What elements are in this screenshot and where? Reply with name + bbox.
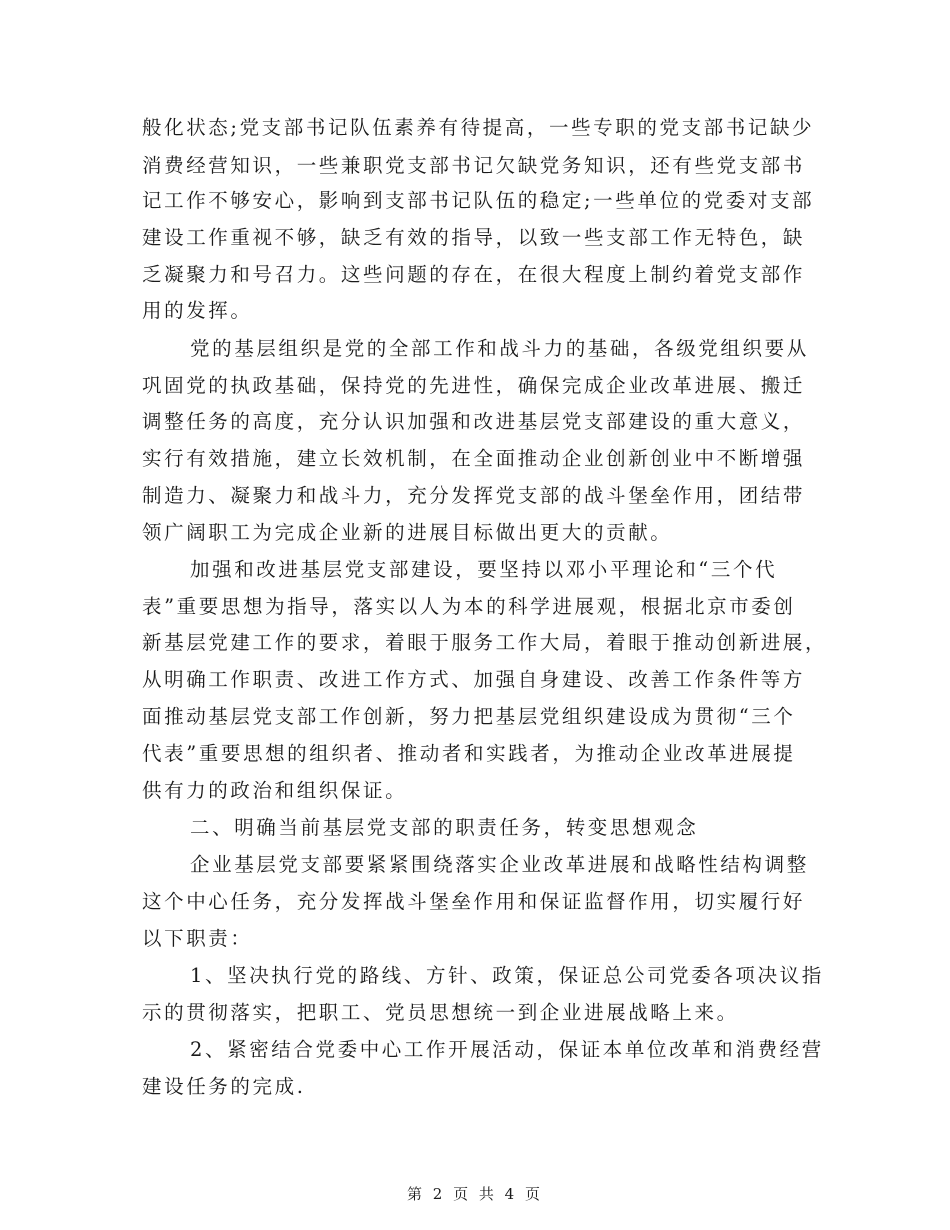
paragraph-line: 般化状态;党支部书记队伍素养有待提高，一些专职的党支部书记缺少: [142, 116, 815, 139]
page-number: 第 2 页 共 4 页: [407, 1185, 543, 1203]
paragraph-line: 记工作不够安心，影响到支部书记队伍的稳定;一些单位的党委对支部: [142, 189, 815, 212]
paragraph-line: 表”重要思想为指导，落实以人为本的科学进展观，根据北京市委创: [142, 595, 796, 618]
paragraph-line: 供有力的政治和组织保证。: [142, 779, 408, 802]
paragraph-line: 加强和改进基层党支部建设，要坚持以邓小平理论和“三个代: [190, 558, 778, 581]
paragraph-line: 调整任务的高度，充分认识加强和改进基层党支部建设的重大意义，: [142, 410, 806, 433]
list-item-line: 1、坚决执行党的路线、方针、政策，保证总公司党委各项决议指: [190, 964, 824, 987]
paragraph-line: 领广阔职工为完成企业新的进展目标做出更大的贡献。: [142, 521, 673, 544]
paragraph-line: 代表”重要思想的组织者、推动者和实践者，为推动企业改革进展提: [142, 742, 796, 765]
paragraph-line: 新基层党建工作的要求，着眼于服务工作大局，着眼于推动创新进展，: [142, 631, 828, 654]
paragraph-line: 面推动基层党支部工作创新，努力把基层党组织建设成为贯彻“三个: [142, 705, 796, 728]
paragraph-line: 以下职责：: [142, 927, 253, 950]
paragraph-line: 建设工作重视不够，缺乏有效的指导，以致一些支部工作无特色，缺: [142, 226, 806, 249]
list-item-line: 示的贯彻落实，把职工、党员思想统一到企业进展战略上来。: [142, 1001, 739, 1024]
paragraph-line: 企业基层党支部要紧紧围绕落实企业改革进展和战略性结构调整: [190, 853, 809, 876]
paragraph-line: 消费经营知识，一些兼职党支部书记欠缺党务知识，还有些党支部书: [142, 154, 806, 177]
paragraph-line: 制造力、凝聚力和战斗力，充分发挥党支部的战斗堡垒作用，团结带: [142, 484, 806, 507]
paragraph-line: 党的基层组织是党的全部工作和战斗力的基础，各级党组织要从: [190, 337, 809, 360]
list-item-line: 建设任务的完成.: [142, 1075, 306, 1098]
paragraph-line: 巩固党的执政基础，保持党的先进性，确保完成企业改革进展、搬迁: [142, 374, 806, 397]
paragraph-line: 实行有效措施，建立长效机制，在全面推动企业创新创业中不断增强: [142, 447, 806, 470]
paragraph-line: 乏凝聚力和号召力。这些问题的存在，在很大程度上制约着党支部作: [142, 263, 806, 286]
list-item-line: 2、紧密结合党委中心工作开展活动，保证本单位改革和消费经营: [190, 1038, 824, 1061]
paragraph-line: 从明确工作职责、改进工作方式、加强自身建设、改善工作条件等方: [142, 668, 806, 691]
paragraph-line: 这个中心任务，充分发挥战斗堡垒作用和保证监督作用，切实履行好: [142, 890, 806, 913]
paragraph-line: 用的发挥。: [142, 299, 253, 322]
section-heading: 二、明确当前基层党支部的职责任务，转变思想观念: [190, 816, 699, 839]
